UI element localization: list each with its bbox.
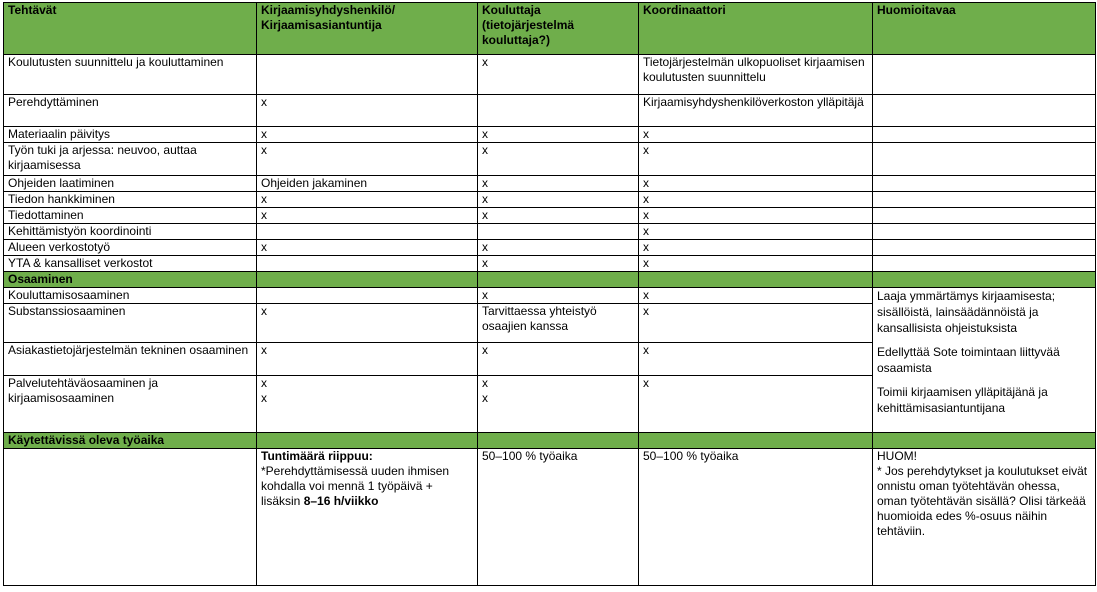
task-cell: x bbox=[478, 240, 639, 256]
table-row bbox=[4, 288, 1096, 304]
task-name: Alueen verkostotyö bbox=[4, 240, 257, 256]
table-row bbox=[4, 208, 1096, 224]
table-row bbox=[4, 127, 1096, 143]
task-matrix-table bbox=[3, 2, 1096, 586]
task-cell bbox=[478, 95, 639, 127]
skill-name: Asiakastietojärjestelmän tekninen osaaminen bbox=[4, 343, 257, 376]
task-cell: x bbox=[478, 127, 639, 143]
task-cell: x bbox=[639, 208, 873, 224]
time-cell bbox=[4, 449, 257, 586]
section-row-tyoaika bbox=[4, 433, 1096, 449]
skill-cell: x x bbox=[478, 376, 639, 433]
skill-cell: x x bbox=[257, 376, 478, 433]
skill-cell bbox=[257, 288, 478, 304]
time-contact: Tuntimäärä riippuu: *Perehdyttämisessä uuden ihmisen kohdalla voi mennä 1 työpäivä + lisäksin 8–16 h/viikko bbox=[257, 449, 478, 586]
skills-note-p1: Laaja ymmärtämys kirjaamisesta; sisällöistä, lainsäädännöistä ja kansallisista ohjeistuksista bbox=[877, 289, 1056, 335]
table-row bbox=[4, 95, 1096, 127]
skill-cell: Tarvittaessa yhteistyö osaajien kanssa bbox=[478, 304, 639, 343]
skills-note-p3: Toimii kirjaamisen ylläpitäjänä ja kehittämisasiantuntijana bbox=[877, 385, 1048, 415]
task-cell bbox=[257, 224, 478, 240]
notes-cell bbox=[873, 208, 1096, 224]
notes-cell bbox=[873, 95, 1096, 127]
table-row bbox=[4, 192, 1096, 208]
header-row bbox=[4, 3, 1096, 55]
task-cell: x bbox=[257, 208, 478, 224]
header-trainer: Kouluttaja (tietojärjestelmä kouluttaja?) bbox=[478, 3, 639, 55]
skill-name: Kouluttamisosaaminen bbox=[4, 288, 257, 304]
task-cell: x bbox=[257, 127, 478, 143]
task-cell: x bbox=[639, 176, 873, 192]
skill-name: Substanssiosaaminen bbox=[4, 304, 257, 343]
skill-cell: x bbox=[639, 288, 873, 304]
task-name: Materiaalin päivitys bbox=[4, 127, 257, 143]
skills-note-p2: Edellyttää Sote toimintaan liittyvää osaamista bbox=[877, 345, 1060, 375]
skills-note bbox=[873, 288, 1096, 433]
table-row bbox=[4, 224, 1096, 240]
notes-cell bbox=[873, 55, 1096, 95]
task-cell: x bbox=[478, 192, 639, 208]
task-name: Tiedottaminen bbox=[4, 208, 257, 224]
table-row bbox=[4, 256, 1096, 272]
skill-cell: x bbox=[639, 343, 873, 376]
section-title: Käytettävissä oleva työaika bbox=[4, 433, 257, 449]
task-name: Työn tuki ja arjessa: neuvoo, auttaa kirjaamisessa bbox=[4, 143, 257, 176]
task-cell: Kirjaamisyhdyshenkilöverkoston ylläpitäjä bbox=[639, 95, 873, 127]
task-cell: x bbox=[257, 143, 478, 176]
task-cell: x bbox=[639, 224, 873, 240]
task-cell: x bbox=[257, 192, 478, 208]
table-row bbox=[4, 240, 1096, 256]
task-cell: x bbox=[257, 95, 478, 127]
task-cell: x bbox=[639, 143, 873, 176]
notes-cell bbox=[873, 143, 1096, 176]
skill-cell: x bbox=[478, 288, 639, 304]
section-row-osaaminen bbox=[4, 272, 1096, 288]
task-cell: x bbox=[478, 143, 639, 176]
task-cell: x bbox=[478, 208, 639, 224]
task-name: YTA & kansalliset verkostot bbox=[4, 256, 257, 272]
table-row bbox=[4, 176, 1096, 192]
notes-cell bbox=[873, 176, 1096, 192]
notes-cell bbox=[873, 240, 1096, 256]
task-cell bbox=[478, 224, 639, 240]
task-cell: x bbox=[478, 256, 639, 272]
skill-cell: x bbox=[478, 343, 639, 376]
time-coordinator: 50–100 % työaika bbox=[639, 449, 873, 586]
notes-cell bbox=[873, 224, 1096, 240]
section-title: Osaaminen bbox=[4, 272, 257, 288]
notes-cell bbox=[873, 256, 1096, 272]
table-row bbox=[4, 449, 1096, 586]
notes-cell bbox=[873, 127, 1096, 143]
task-cell: Ohjeiden jakaminen bbox=[257, 176, 478, 192]
task-cell: x bbox=[639, 192, 873, 208]
task-cell: x bbox=[639, 256, 873, 272]
task-cell bbox=[257, 55, 478, 95]
task-name: Ohjeiden laatiminen bbox=[4, 176, 257, 192]
task-name: Tiedon hankkiminen bbox=[4, 192, 257, 208]
task-cell: x bbox=[478, 176, 639, 192]
skill-cell: x bbox=[639, 304, 873, 343]
task-name: Koulutusten suunnittelu ja kouluttaminen bbox=[4, 55, 257, 95]
notes-cell bbox=[873, 192, 1096, 208]
skill-cell: x bbox=[639, 376, 873, 433]
header-contact: Kirjaamisyhdyshenkilö/ Kirjaamisasiantuntija bbox=[257, 3, 478, 55]
task-cell bbox=[257, 256, 478, 272]
task-cell: Tietojärjestelmän ulkopuoliset kirjaamisen koulutusten suunnittelu bbox=[639, 55, 873, 95]
task-cell: x bbox=[639, 240, 873, 256]
task-cell: x bbox=[639, 127, 873, 143]
table-row bbox=[4, 143, 1096, 176]
skill-cell: x bbox=[257, 343, 478, 376]
skill-name: Palvelutehtäväosaaminen ja kirjaamisosaaminen bbox=[4, 376, 257, 433]
header-notes: Huomioitavaa bbox=[873, 3, 1096, 55]
time-trainer: 50–100 % työaika bbox=[478, 449, 639, 586]
time-notes: HUOM! * Jos perehdytykset ja koulutukset eivät onnistu oman työtehtävän ohessa, oman työtehtävän sisällä? Olisi tärkeää huomioida edes %-osuus näihin tehtäviin. bbox=[873, 449, 1096, 586]
task-cell: x bbox=[478, 55, 639, 95]
table-row bbox=[4, 55, 1096, 95]
task-cell: x bbox=[257, 240, 478, 256]
task-name: Kehittämistyön koordinointi bbox=[4, 224, 257, 240]
header-coordinator: Koordinaattori bbox=[639, 3, 873, 55]
skill-cell: x bbox=[257, 304, 478, 343]
task-name: Perehdyttäminen bbox=[4, 95, 257, 127]
header-tasks: Tehtävät bbox=[4, 3, 257, 55]
